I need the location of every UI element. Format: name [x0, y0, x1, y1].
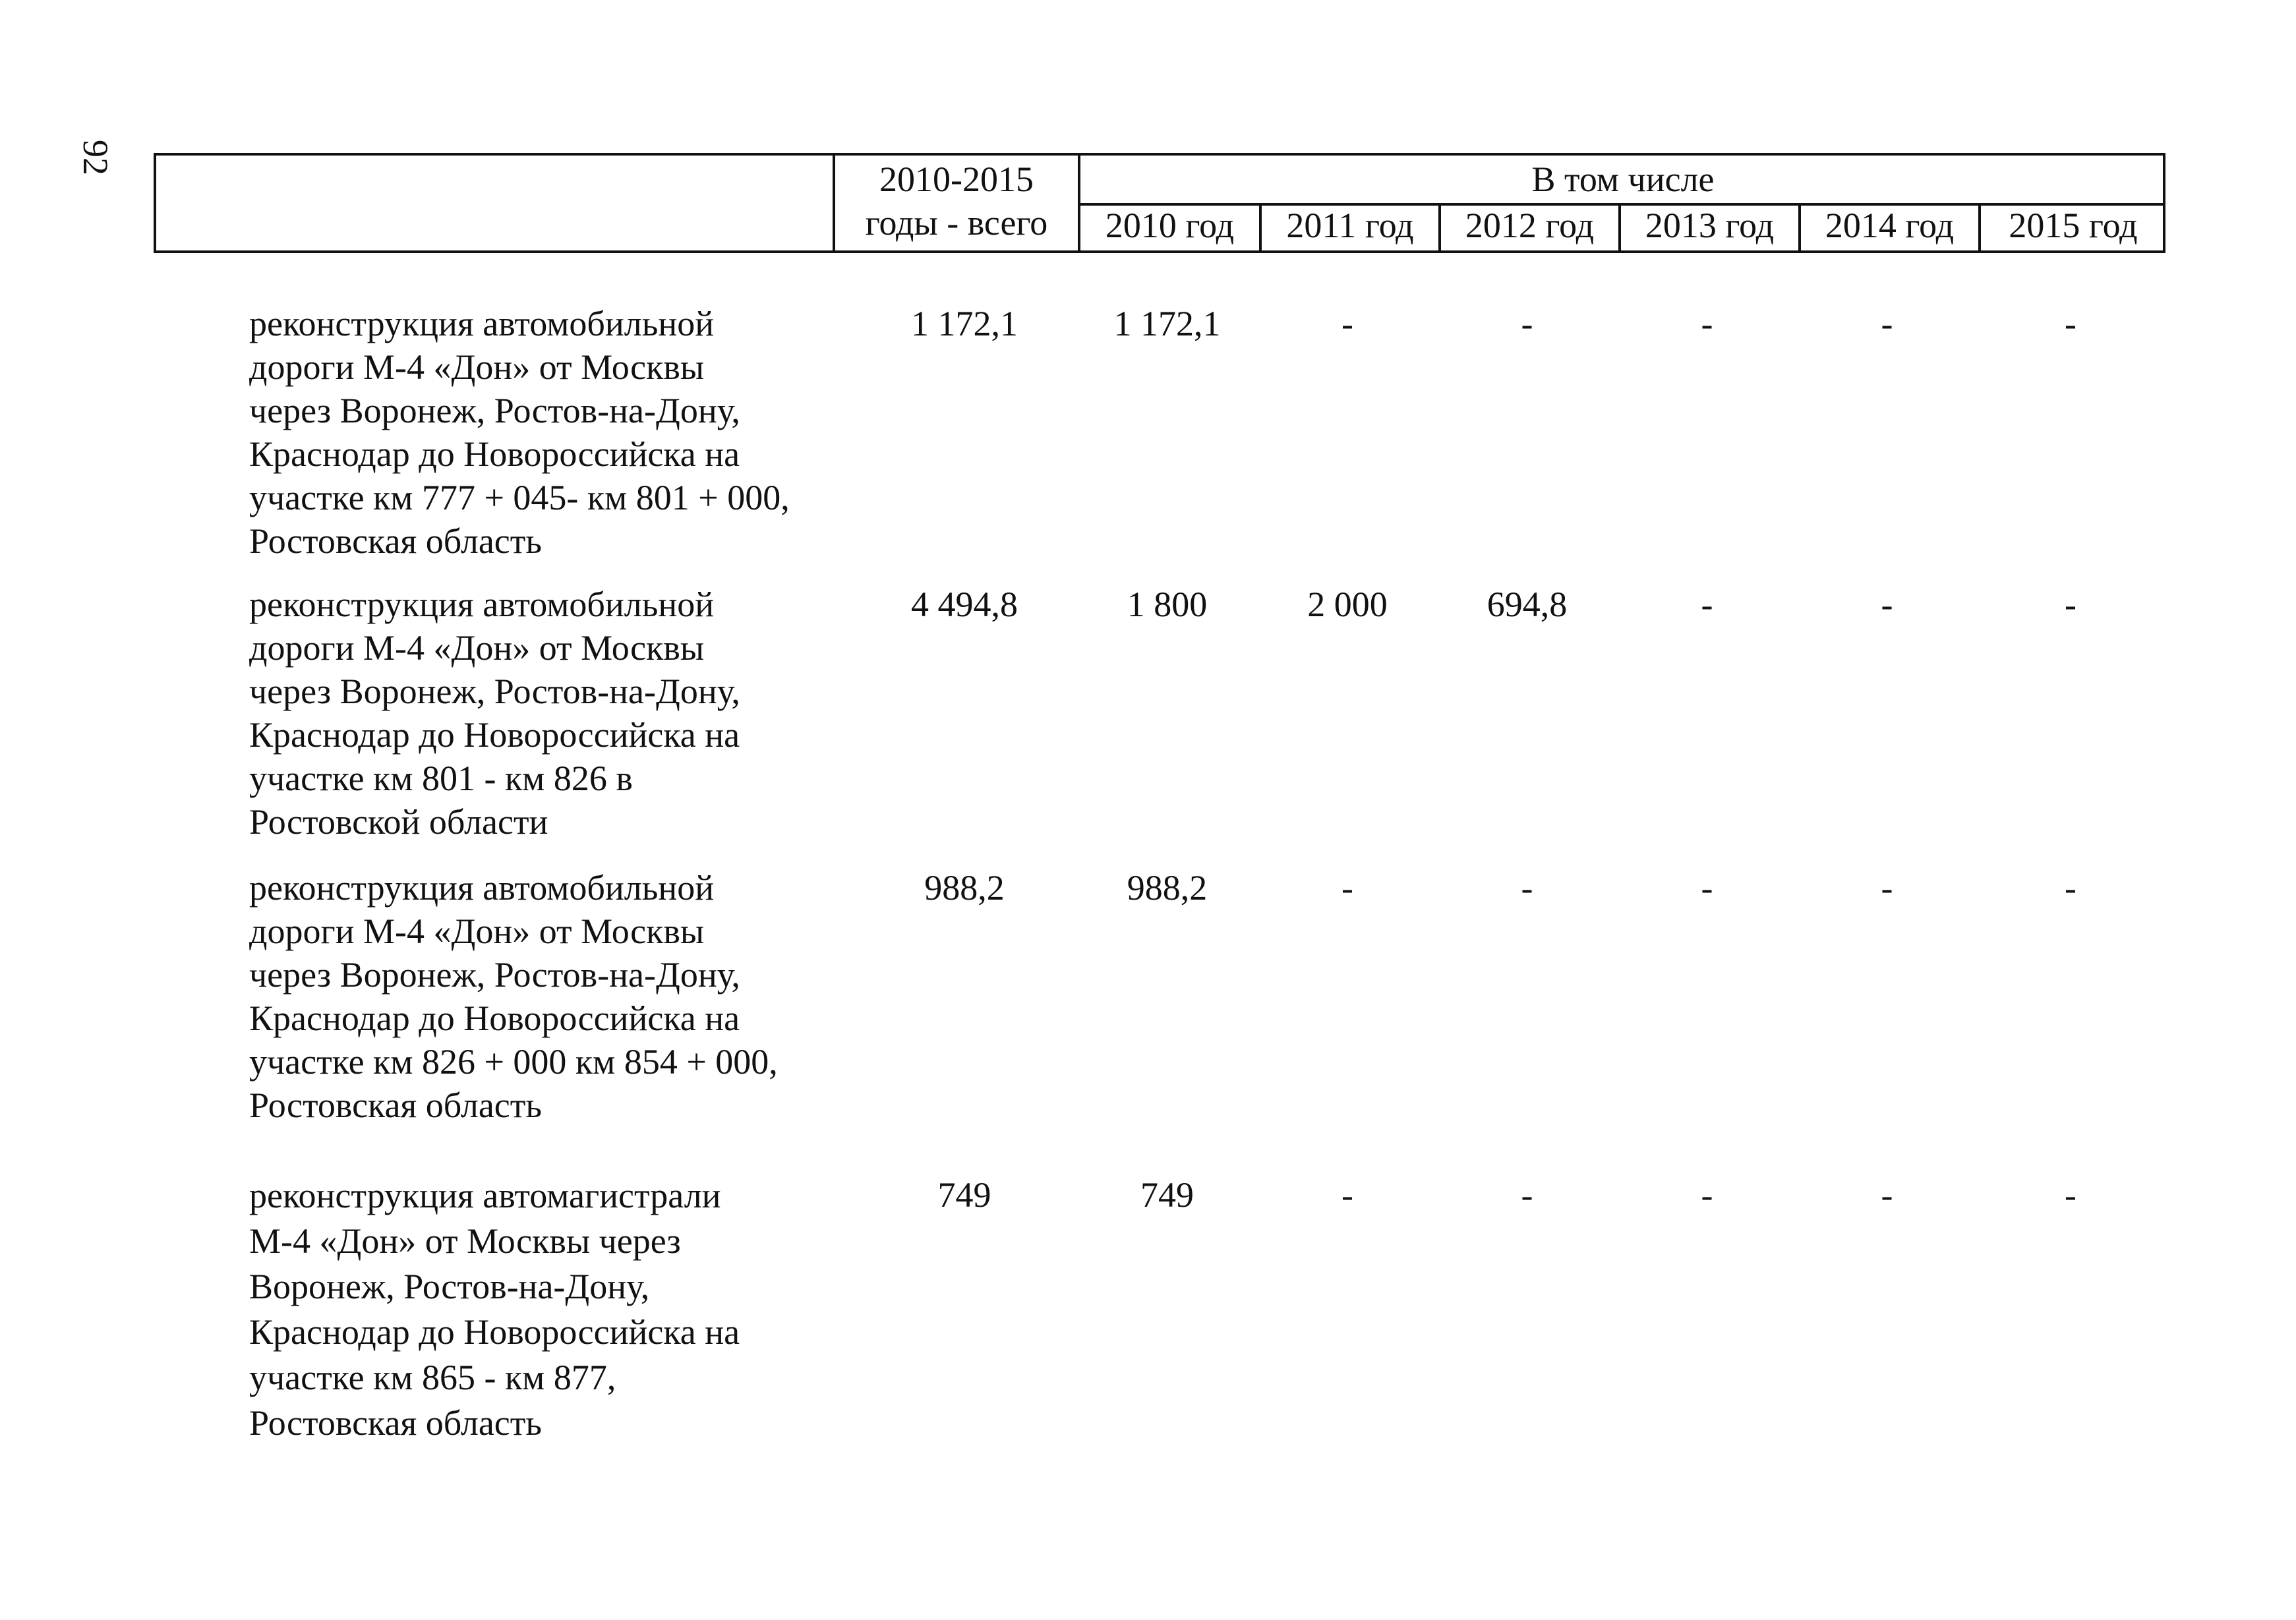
row-value-2010: 988,2 [1127, 868, 1208, 908]
row-value-2015: - [2065, 868, 2076, 908]
header-year-2015: 2015 год [2009, 206, 2138, 245]
header-year-2010: 2010 год [1105, 206, 1235, 245]
row-description: реконструкция автомобильной дороги М-4 «Дон» от Москвы через Воронеж, Ростов-на-Дону, Краснодар до Новороссийска на участке км 801 - км 826 в Ростовской области [249, 585, 740, 842]
row-value-2013: - [1701, 868, 1713, 908]
row-value-2015: - [2065, 585, 2076, 624]
row-value-2013: - [1701, 585, 1713, 624]
row-value-2011: 2 000 [1307, 585, 1388, 624]
header-year-2013: 2013 год [1645, 206, 1775, 245]
row-value-2011: - [1341, 304, 1353, 343]
header-total-label: годы - всего [865, 203, 1048, 243]
header-group-label: В том числе [1531, 159, 1715, 199]
row-value-2012: - [1521, 304, 1533, 343]
row-total: 988,2 [924, 868, 1005, 908]
row-value-2013: - [1701, 1175, 1713, 1215]
row-value-2015: - [2065, 1175, 2076, 1215]
row-value-2012: - [1521, 1175, 1533, 1215]
header-total-label: 2010-2015 [879, 159, 1034, 199]
row-value-2014: - [1881, 1175, 1893, 1215]
row-value-2014: - [1881, 304, 1893, 343]
row-description: реконструкция автомобильной дороги М-4 «Дон» от Москвы через Воронеж, Ростов-на-Дону, Краснодар до Новороссийска на участке км 777 + 045- км 801 + 000, Ростовская область [249, 304, 790, 561]
row-value-2011: - [1341, 1175, 1353, 1215]
row-total: 749 [937, 1175, 991, 1215]
row-description: реконструкция автомагистрали М-4 «Дон» от Москвы через Воронеж, Ростов-на-Дону, Краснодар до Новороссийска на участке км 865 - км 877, Ростовская область [249, 1176, 740, 1443]
row-total: 1 172,1 [911, 304, 1018, 343]
header-year-2014: 2014 год [1825, 206, 1955, 245]
row-value-2012: 694,8 [1487, 585, 1568, 624]
row-value-2010: 749 [1140, 1175, 1194, 1215]
row-value-2011: - [1341, 868, 1353, 908]
row-value-2015: - [2065, 304, 2076, 343]
row-value-2010: 1 800 [1127, 585, 1208, 624]
row-value-2012: - [1521, 868, 1533, 908]
table-header [154, 153, 2165, 253]
header-year-2012: 2012 год [1465, 206, 1595, 245]
row-value-2014: - [1881, 868, 1893, 908]
row-total: 4 494,8 [911, 585, 1018, 624]
row-value-2014: - [1881, 585, 1893, 624]
row-value-2010: 1 172,1 [1113, 304, 1221, 343]
page-number: 92 [76, 140, 115, 175]
header-year-2011: 2011 год [1286, 206, 1414, 245]
row-description: реконструкция автомобильной дороги М-4 «Дон» от Москвы через Воронеж, Ростов-на-Дону, Краснодар до Новороссийска на участке км 826 + 000 км 854 + 000, Ростовская область [249, 868, 778, 1125]
row-value-2013: - [1701, 304, 1713, 343]
